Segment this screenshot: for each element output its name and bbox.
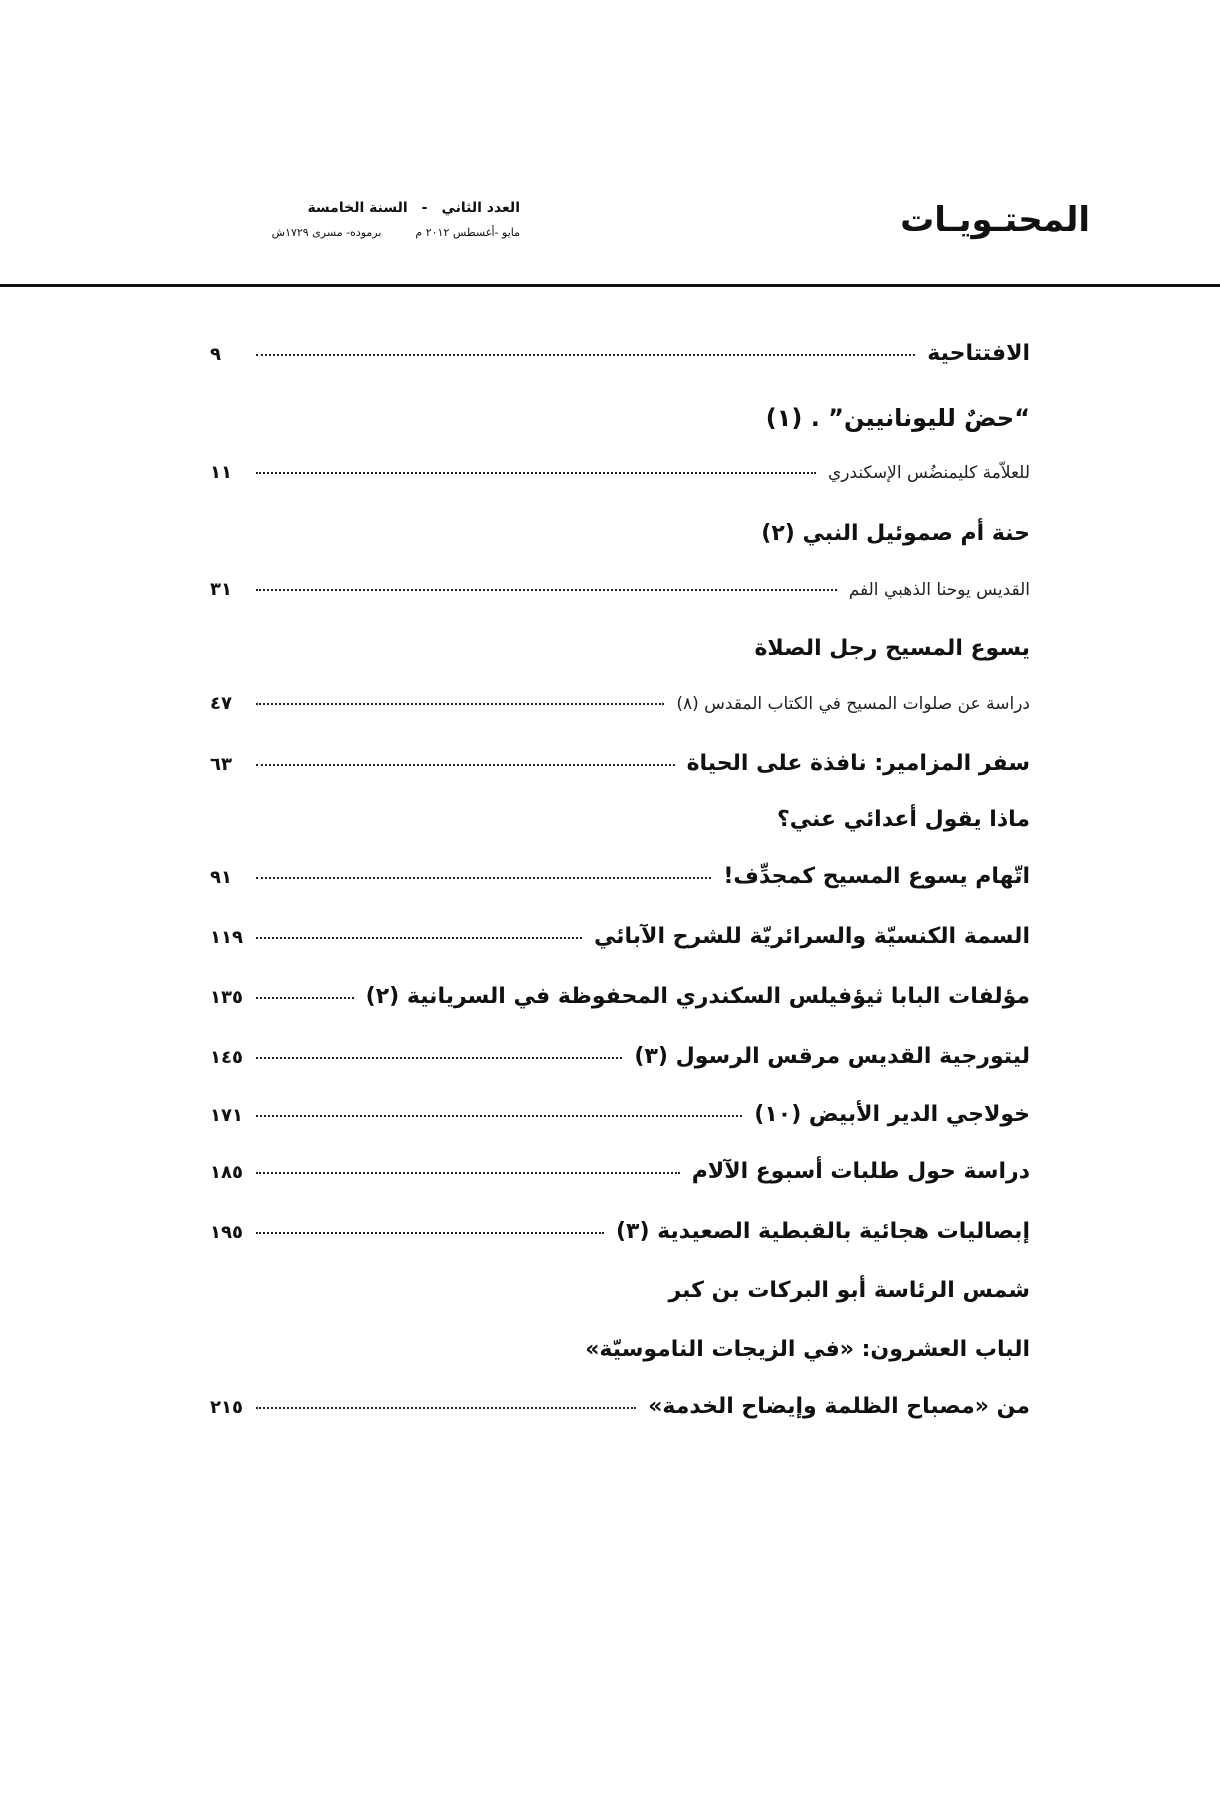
toc-page-number: ٣١ — [210, 579, 232, 600]
toc-entry-title: خولاجي الدير الأبيض (١٠) — [754, 1102, 1030, 1127]
toc-entry-title: إبصاليات هجائية بالقبطية الصعيدية (٣) — [615, 1219, 1030, 1244]
toc-entry-title: “حضٌ لليونانيين” . (١) — [765, 404, 1030, 432]
toc-entry-title: مؤلفات البابا ثيؤفيلس السكندري المحفوظة في السريانية (٢) — [365, 984, 1030, 1009]
toc-entry-title: من «مصباح الظلمة وإيضاح الخدمة» — [648, 1394, 1030, 1419]
toc-entry-title: اتّهام يسوع المسيح كمجدِّف! — [723, 864, 1030, 889]
toc-entry — [210, 1337, 1030, 1362]
date-gregorian: مايو -أغسطس ٢٠١٢ م — [415, 226, 520, 239]
toc-entry-title: الباب العشرون: «في الزيجات الناموسيّة» — [585, 1337, 1030, 1362]
issue-separator: - — [421, 200, 428, 216]
toc-leader-dots — [256, 1057, 622, 1059]
toc-entry — [210, 521, 1030, 546]
toc-page-number: ٦٣ — [210, 754, 232, 775]
toc-leader-dots — [256, 703, 664, 705]
toc-entry — [210, 693, 1030, 714]
toc-entry — [210, 864, 1030, 889]
toc-page-number: ١١٩ — [210, 927, 243, 948]
toc-page-number: ١٨٥ — [210, 1162, 243, 1183]
toc-leader-dots — [256, 997, 354, 999]
toc-entry — [210, 341, 1030, 366]
date-line — [190, 226, 520, 239]
toc-entry — [210, 462, 1030, 483]
issue-year: السنة الخامسة — [307, 200, 408, 216]
toc-page-number: ٩ — [210, 344, 221, 365]
toc-entry-title: دراسة حول طلبات أسبوع الآلام — [691, 1159, 1030, 1184]
toc-entry — [210, 636, 1030, 661]
toc-entry — [210, 1159, 1030, 1184]
toc-leader-dots — [256, 1407, 636, 1409]
toc-entry — [210, 751, 1030, 776]
toc-entry — [210, 404, 1030, 432]
toc-entry-title: ليتورجية القديس مرقس الرسول (٣) — [634, 1044, 1030, 1069]
toc-leader-dots — [256, 1232, 604, 1234]
toc-entry — [210, 807, 1030, 832]
toc-leader-dots — [256, 472, 816, 474]
toc-leader-dots — [256, 877, 711, 879]
toc-leader-dots — [256, 764, 675, 766]
toc-leader-dots — [256, 937, 582, 939]
toc-entry-title: القديس يوحنا الذهبي الفم — [848, 580, 1030, 600]
issue-info — [190, 200, 520, 239]
toc-leader-dots — [256, 1172, 680, 1174]
issue-line — [190, 200, 520, 216]
toc-entry — [210, 1278, 1030, 1303]
toc-page-number: ١٣٥ — [210, 987, 243, 1008]
page-title: المحتـويـات — [900, 200, 1090, 240]
toc-page-number: ٤٧ — [210, 693, 232, 714]
toc-entry-title: ماذا يقول أعدائي عني؟ — [776, 807, 1030, 832]
toc-page-number: ١٩٥ — [210, 1222, 243, 1243]
toc-entry — [210, 924, 1030, 949]
issue-number: العدد الثاني — [441, 200, 520, 216]
date-coptic: برموده- مسرى ١٧٢٩ش — [271, 226, 382, 239]
toc-entry-title: للعلاّمة كليمنضُس الإسكندري — [827, 463, 1030, 483]
toc-entry — [210, 1219, 1030, 1244]
toc-entry-title: دراسة عن صلوات المسيح في الكتاب المقدس (٨) — [676, 694, 1030, 714]
toc-entry-title: الافتتاحية — [927, 341, 1030, 366]
header-divider — [0, 284, 1220, 287]
toc-leader-dots — [256, 589, 837, 591]
toc-page-number: ١٤٥ — [210, 1047, 243, 1068]
toc-entry-title: سفر المزامير: نافذة على الحياة — [686, 751, 1030, 776]
toc-entry-title: السمة الكنسيّة والسرائريّة للشرح الآبائي — [594, 924, 1030, 949]
toc-leader-dots — [256, 1115, 742, 1117]
toc-entry — [210, 984, 1030, 1009]
toc-page-number: ٢١٥ — [210, 1397, 243, 1418]
toc-entry — [210, 1044, 1030, 1069]
toc-entry-title: يسوع المسيح رجل الصلاة — [754, 636, 1030, 661]
toc-entry — [210, 1394, 1030, 1419]
toc-page-number: ٩١ — [210, 867, 232, 888]
toc-entry — [210, 1102, 1030, 1127]
toc-page-number: ١١ — [210, 462, 232, 483]
toc-entry — [210, 579, 1030, 600]
toc-entry-title: حنة أم صموئيل النبي (٢) — [761, 521, 1030, 546]
toc-page-number: ١٧١ — [210, 1105, 243, 1126]
toc-leader-dots — [256, 354, 915, 356]
toc-entry-title: شمس الرئاسة أبو البركات بن كبر — [668, 1278, 1030, 1303]
